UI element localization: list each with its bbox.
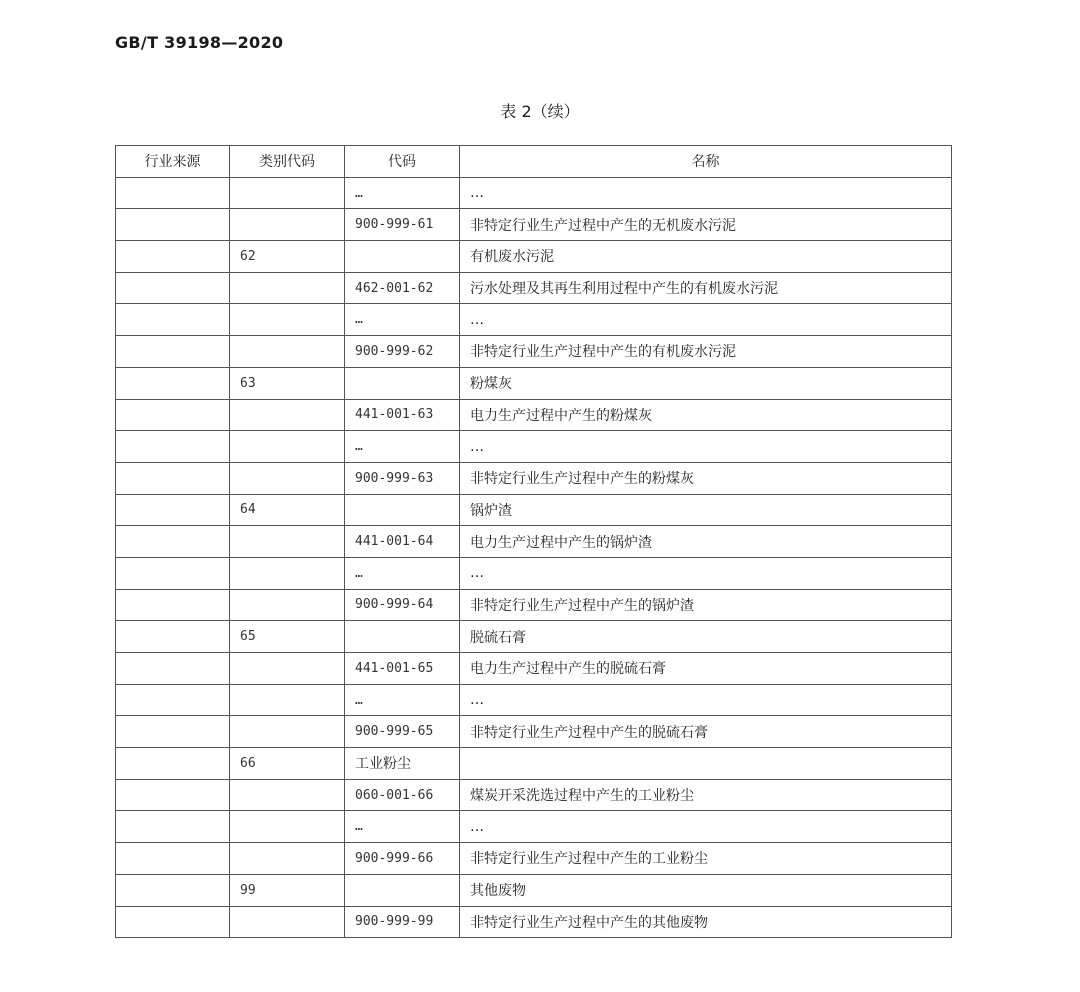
name-cell: 非特定行业生产过程中产生的其他废物 — [460, 906, 952, 938]
category-code-cell — [230, 589, 345, 621]
code-cell: 900-999-66 — [345, 843, 460, 875]
code-cell: 900-999-99 — [345, 906, 460, 938]
name-cell: … — [460, 684, 952, 716]
code-cell — [345, 621, 460, 653]
source-cell — [116, 304, 230, 336]
name-cell: 污水处理及其再生利用过程中产生的有机废水污泥 — [460, 272, 952, 304]
source-cell — [116, 399, 230, 431]
table-row — [116, 367, 952, 399]
category-code-cell: 66 — [230, 748, 345, 780]
name-cell: 电力生产过程中产生的粉煤灰 — [460, 399, 952, 431]
source-cell — [116, 367, 230, 399]
category-code-cell — [230, 526, 345, 558]
source-cell — [116, 209, 230, 241]
source-cell — [116, 494, 230, 526]
code-cell: 工业粉尘 — [345, 748, 460, 780]
name-cell: … — [460, 557, 952, 589]
table-row — [116, 431, 952, 463]
name-cell: … — [460, 431, 952, 463]
category-code-cell — [230, 653, 345, 685]
code-cell: 900-999-64 — [345, 589, 460, 621]
category-code-cell — [230, 906, 345, 938]
table-row — [116, 811, 952, 843]
category-code-cell — [230, 304, 345, 336]
name-cell: 其他废物 — [460, 874, 952, 906]
column-header-source: 行业来源 — [116, 146, 230, 178]
table-row — [116, 399, 952, 431]
source-cell — [116, 843, 230, 875]
code-cell — [345, 367, 460, 399]
table-row — [116, 621, 952, 653]
waste-code-table — [115, 145, 952, 938]
name-cell: 粉煤灰 — [460, 367, 952, 399]
category-code-cell: 64 — [230, 494, 345, 526]
name-cell: 电力生产过程中产生的锅炉渣 — [460, 526, 952, 558]
name-cell: … — [460, 304, 952, 336]
source-cell — [116, 716, 230, 748]
source-cell — [116, 589, 230, 621]
name-cell: … — [460, 811, 952, 843]
column-header-code: 代码 — [345, 146, 460, 178]
category-code-cell — [230, 209, 345, 241]
category-code-cell — [230, 779, 345, 811]
source-cell — [116, 336, 230, 368]
name-cell: 非特定行业生产过程中产生的有机废水污泥 — [460, 336, 952, 368]
table-row — [116, 684, 952, 716]
source-cell — [116, 874, 230, 906]
source-cell — [116, 557, 230, 589]
table-row — [116, 716, 952, 748]
name-cell: 电力生产过程中产生的脱硫石膏 — [460, 653, 952, 685]
table-row — [116, 874, 952, 906]
category-code-cell — [230, 716, 345, 748]
name-cell: 有机废水污泥 — [460, 241, 952, 273]
code-cell: … — [345, 177, 460, 209]
table-row — [116, 304, 952, 336]
code-cell — [345, 494, 460, 526]
code-cell: 060-001-66 — [345, 779, 460, 811]
name-cell: 锅炉渣 — [460, 494, 952, 526]
code-cell: 441-001-65 — [345, 653, 460, 685]
category-code-cell — [230, 177, 345, 209]
column-header-name: 名称 — [460, 146, 952, 178]
code-cell: 900-999-63 — [345, 462, 460, 494]
table-row — [116, 653, 952, 685]
code-cell: 441-001-63 — [345, 399, 460, 431]
table-row — [116, 209, 952, 241]
table-row — [116, 843, 952, 875]
source-cell — [116, 526, 230, 558]
source-cell — [116, 621, 230, 653]
name-cell — [460, 748, 952, 780]
source-cell — [116, 177, 230, 209]
table-row — [116, 272, 952, 304]
source-cell — [116, 272, 230, 304]
code-cell: … — [345, 557, 460, 589]
table-row — [116, 462, 952, 494]
code-cell: 900-999-61 — [345, 209, 460, 241]
code-cell: 900-999-62 — [345, 336, 460, 368]
table-row — [116, 494, 952, 526]
source-cell — [116, 748, 230, 780]
table-row — [116, 241, 952, 273]
name-cell: 非特定行业生产过程中产生的工业粉尘 — [460, 843, 952, 875]
source-cell — [116, 811, 230, 843]
table-row — [116, 779, 952, 811]
code-cell: 441-001-64 — [345, 526, 460, 558]
code-cell: … — [345, 811, 460, 843]
category-code-cell — [230, 684, 345, 716]
category-code-cell: 62 — [230, 241, 345, 273]
category-code-cell: 65 — [230, 621, 345, 653]
code-cell: … — [345, 684, 460, 716]
source-cell — [116, 653, 230, 685]
table-title: 表 2（续） — [500, 102, 580, 121]
category-code-cell — [230, 399, 345, 431]
category-code-cell — [230, 843, 345, 875]
column-header-category-code: 类别代码 — [230, 146, 345, 178]
code-cell — [345, 874, 460, 906]
category-code-cell — [230, 431, 345, 463]
category-code-cell: 63 — [230, 367, 345, 399]
table-row — [116, 589, 952, 621]
category-code-cell — [230, 811, 345, 843]
source-cell — [116, 906, 230, 938]
source-cell — [116, 241, 230, 273]
category-code-cell — [230, 462, 345, 494]
header-row — [116, 146, 952, 178]
source-cell — [116, 684, 230, 716]
code-cell: 462-001-62 — [345, 272, 460, 304]
name-cell: … — [460, 177, 952, 209]
table-body — [116, 177, 952, 938]
category-code-cell: 99 — [230, 874, 345, 906]
name-cell: 非特定行业生产过程中产生的锅炉渣 — [460, 589, 952, 621]
source-cell — [116, 779, 230, 811]
name-cell: 煤炭开采洗选过程中产生的工业粉尘 — [460, 779, 952, 811]
table-row — [116, 906, 952, 938]
table-header — [116, 146, 952, 178]
name-cell: 脱硫石膏 — [460, 621, 952, 653]
code-cell: … — [345, 431, 460, 463]
category-code-cell — [230, 272, 345, 304]
source-cell — [116, 431, 230, 463]
code-cell: 900-999-65 — [345, 716, 460, 748]
name-cell: 非特定行业生产过程中产生的脱硫石膏 — [460, 716, 952, 748]
table-row — [116, 177, 952, 209]
code-cell: … — [345, 304, 460, 336]
table-row — [116, 557, 952, 589]
table-row — [116, 526, 952, 558]
code-cell — [345, 241, 460, 273]
category-code-cell — [230, 557, 345, 589]
category-code-cell — [230, 336, 345, 368]
standard-number: GB/T 39198—2020 — [115, 33, 284, 52]
name-cell: 非特定行业生产过程中产生的无机废水污泥 — [460, 209, 952, 241]
name-cell: 非特定行业生产过程中产生的粉煤灰 — [460, 462, 952, 494]
table-row — [116, 336, 952, 368]
source-cell — [116, 462, 230, 494]
table-row — [116, 748, 952, 780]
